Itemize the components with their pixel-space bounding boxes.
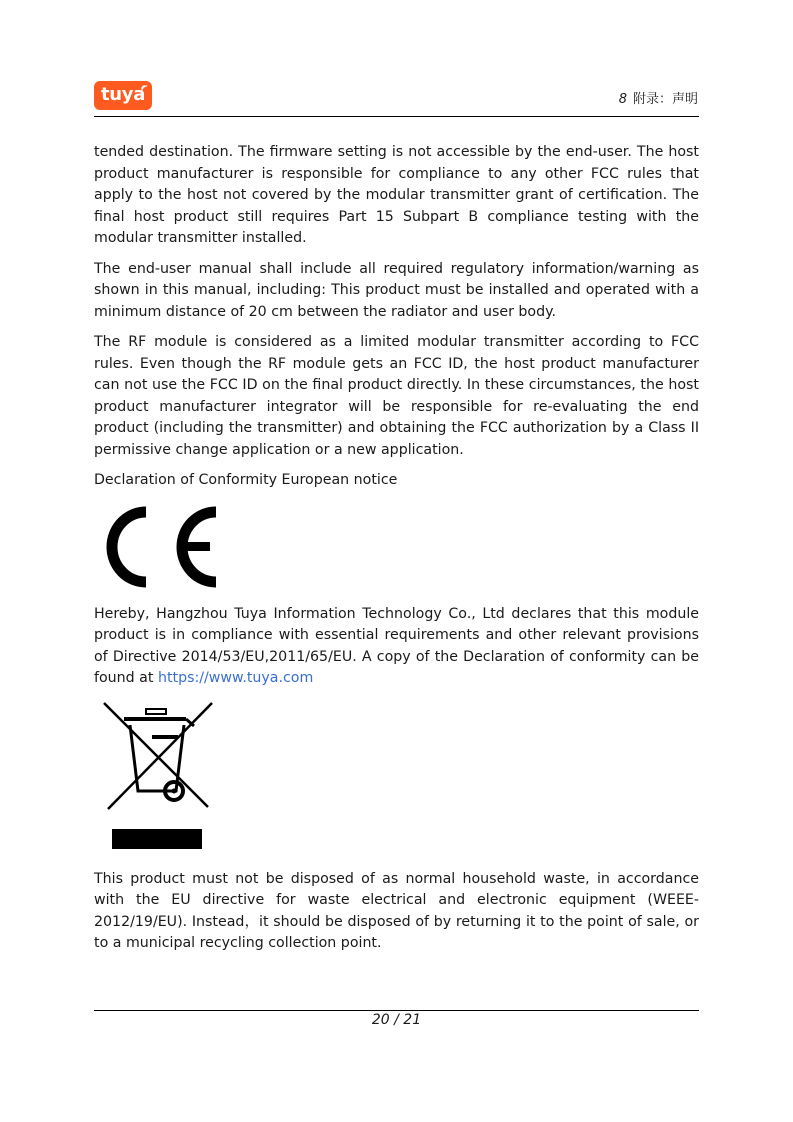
eu-declaration-text: Hereby, Hangzhou Tuya Information Technology Co., Ltd declares that this module product is in compliance with essential requirements and other relevant provisions of Directive 2014/53/EU,2011/65/EU. A copy of the Declaration of conformity can be found at — [94, 605, 699, 687]
tuya-logo — [94, 81, 152, 110]
logo-text: tuya — [100, 84, 146, 105]
chapter-title: 附录：声明 — [632, 92, 698, 107]
ce-mark-icon — [98, 502, 218, 592]
header-divider — [94, 116, 699, 117]
paragraph-rf-module: The RF module is considered as a limited modular transmitter according to FCC rules. Even though the RF module gets an FCC ID, the host product manufacturer can not use the FCC ID on the final product directly. In these circumstances, the host product manufacturer integrator will be responsible for re-evaluating the end product (including the transmitter) and obtaining the FCC authorization by a Class II permissive change application or a new application. — [94, 333, 699, 458]
wifi-signal-icon — [140, 84, 149, 93]
tuya-website-link[interactable]: https://www.tuya.com — [157, 670, 314, 687]
paragraph-fcc-host: tended destination. The firmware setting is not accessible by the end-user. The host product manufacturer is responsible for compliance to any other FCC rules that apply to the host not covered by the modular transmitter grant of certification. The final host product still requires Part 15 Subpart B compliance testing with the modular transmitter installed. — [94, 144, 699, 247]
weee-crossed-bin-icon — [98, 699, 218, 851]
footer-divider — [94, 1010, 699, 1011]
doc-eu-heading: Declaration of Conformity European notice — [94, 472, 398, 489]
paragraph-user-manual: The end-user manual shall include all required regulatory information/warning as shown in this manual, including: This product must be installed and operated with a minimum distance of 20 cm between the radiator and user body. — [94, 260, 699, 320]
chapter-number: 8 — [618, 92, 627, 107]
page-body — [94, 142, 699, 964]
paragraph-weee-notice: This product must not be disposed of as normal household waste, in accordance with the EU directive for waste electrical and electronic equipment (WEEE- 2012/19/EU). Instead，it should be disposed of by returning it to the point of sale, or to a municipal recycling collection point. — [94, 870, 699, 952]
chapter-heading — [619, 88, 698, 107]
page-number: 20 / 21 — [371, 1012, 422, 1028]
paragraph-eu-declaration — [94, 604, 699, 690]
